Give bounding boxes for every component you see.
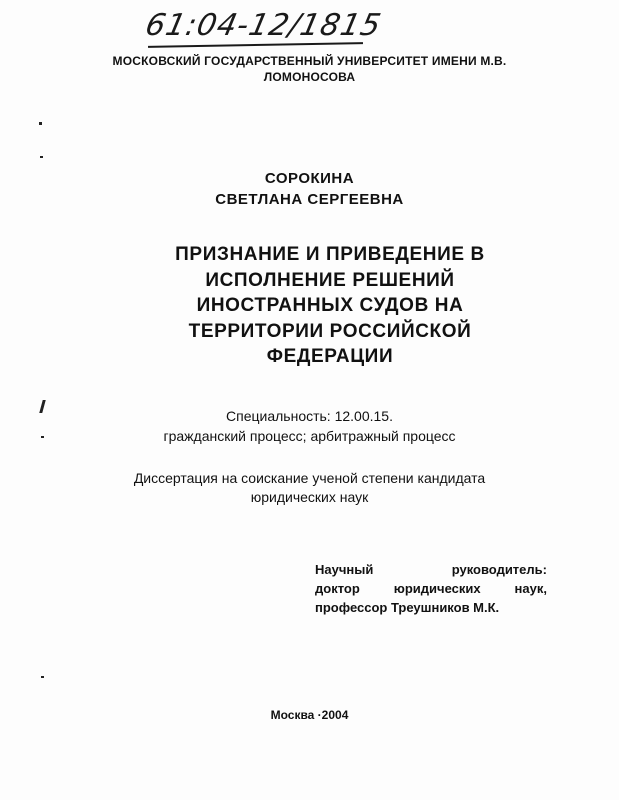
title-line-2: ИСПОЛНЕНИЕ РЕШЕНИЙ (205, 269, 455, 291)
university-line-2: ЛОМОНОСОВА (263, 70, 356, 84)
place-and-year: Москва ·2004 (270, 708, 349, 722)
scientific-advisor (315, 560, 547, 617)
specialty-block (0, 406, 619, 446)
university-name (0, 53, 619, 85)
advisor-name: профессор Треушников М.К. (315, 600, 500, 615)
author-name (0, 168, 619, 210)
specialty-code: Специальность: 12.00.15. (226, 408, 393, 424)
title-line-5: ФЕДЕРАЦИИ (266, 346, 394, 367)
university-line-1: МОСКОВСКИЙ ГОСУДАРСТВЕННЫЙ УНИВЕРСИТЕТ ИМЕНИ М.В. (112, 54, 507, 68)
dissertation-title (130, 242, 530, 370)
advisor-degree: доктор юридических наук, (315, 581, 547, 596)
degree-line-1: Диссертация на соискание ученой степени кандидата (133, 470, 486, 486)
specialty-name: гражданский процесс; арбитражный процесс (163, 428, 456, 444)
title-line-4: ТЕРРИТОРИИ РОССИЙСКОЙ (188, 320, 472, 342)
scan-speck (41, 676, 44, 678)
author-surname: СОРОКИНА (264, 170, 355, 187)
degree-statement (0, 469, 619, 507)
author-given-names: СВЕТЛАНА СЕРГЕЕВНА (215, 191, 404, 208)
degree-line-2: юридических наук (250, 489, 369, 505)
scan-speck (40, 156, 43, 158)
handwritten-archive-number: 61:04-12/1815 (142, 8, 385, 43)
title-line-1: ПРИЗНАНИЕ И ПРИВЕДЕНИЕ В (175, 244, 485, 265)
scan-speck (39, 122, 42, 125)
title-line-3: ИНОСТРАННЫХ СУДОВ НА (196, 295, 464, 316)
advisor-label: Научный руководитель: (315, 562, 547, 577)
